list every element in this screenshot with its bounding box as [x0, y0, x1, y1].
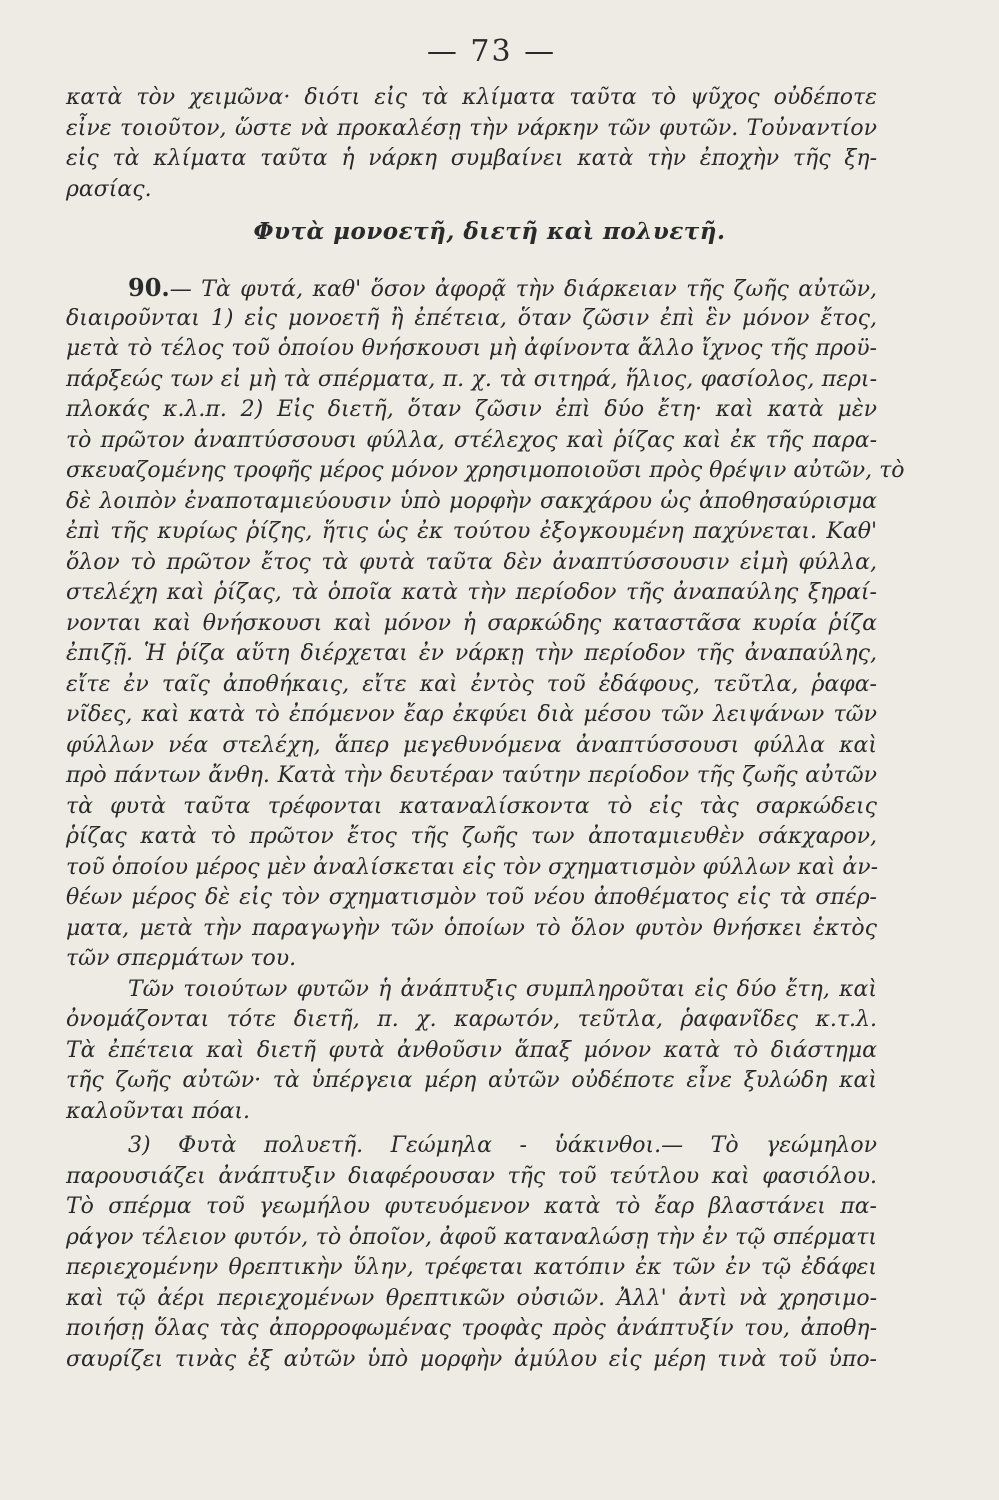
- text-line: παρουσιάζει ἀνάπτυξιν διαφέρουσαν τῆς τοῦ τεύτλου καὶ φασιόλου.: [66, 1163, 877, 1189]
- text-line: τῆς ζωῆς αὐτῶν· τὰ ὑπέργεια μέρη αὐτῶν οὐδέποτε εἶνε ξυλώδη καὶ: [66, 1068, 877, 1093]
- text-line: στελέχη καὶ ῥίζας, τὰ ὁποῖα κατὰ τὴν περίοδον τῆς ἀναπαύλης ξηραί-: [66, 580, 877, 605]
- intro-paragraph: [66, 83, 877, 205]
- text-line: νονται καὶ θνήσκουσι καὶ μόνον ἡ σαρκώδης καταστᾶσα κυρία ῥίζα: [66, 610, 877, 636]
- text-line: τοῦ ὁποίου μέρος μὲν ἀναλίσκεται εἰς τὸν σχηματισμὸν φύλλων καὶ ἀν-: [66, 854, 879, 880]
- text-line: Τὸ σπέρμα τοῦ γεωμήλου φυτευόμενον κατὰ τὸ ἔαρ βλαστάνει πα-: [66, 1194, 877, 1219]
- text-line: σαυρίζει τινὰς ἐξ αὐτῶν ὑπὸ μορφὴν ἀμύλου εἰς μέρη τινὰ τοῦ ὑπο-: [66, 1346, 877, 1372]
- text-line: φύλλων νέα στελέχη, ἅπερ μεγεθυνόμενα ἀναπτύσσουσι φύλλα καὶ: [66, 732, 877, 758]
- text-line: νῖδες, καὶ κατὰ τὸ ἐπόμενον ἔαρ ἐκφύει διὰ μέσου τῶν λειψάνων τῶν: [66, 702, 877, 727]
- text-line: πλοκάς κ.λ.π. 2) Εἰς διετῆ, ὅταν ζῶσιν ἐπὶ δύο ἔτη· καὶ κατὰ μὲν: [66, 397, 877, 422]
- text-line: εἰς τὰ κλίματα ταῦτα ἡ νάρκη συμβαίνει κατὰ τὴν ἐποχὴν τῆς ξη-: [66, 146, 877, 171]
- paragraph-perennials: [66, 1131, 877, 1375]
- text-line: θέων μέρος δὲ εἰς τὸν σχηματισμὸν τοῦ νέου ἀποθέματος εἰς τὰ σπέρ-: [66, 885, 877, 910]
- text-line: ὅλον τὸ πρῶτον ἔτος τὰ φυτὰ ταῦτα δὲν ἀναπτύσσουσιν εἰμὴ φύλλα,: [66, 549, 877, 575]
- section-first-line-text: — Τὰ φυτά, καθ' ὅσον ἀφορᾷ τὴν διάρκειαν τῆς ζωῆς αὐτῶν,: [169, 277, 877, 302]
- text-line: τῶν σπερμάτων του.: [66, 946, 297, 971]
- text-line: 3) Φυτὰ πολυετῆ. Γεώμηλα - ὑάκινθοι.— Τὸ γεώμηλον: [128, 1133, 877, 1158]
- text-line: Τὰ ἐπέτεια καὶ διετῆ φυτὰ ἀνθοῦσιν ἅπαξ μόνον κατὰ τὸ διάστημα: [66, 1037, 877, 1063]
- text-line: ματα, μετὰ τὴν παραγωγὴν τῶν ὁποίων τὸ ὅλον φυτὸν θνήσκει ἐκτὸς: [66, 915, 877, 941]
- text-line: τὰ φυτὰ ταῦτα τρέφονται καταναλίσκοντα τὸ εἰς τὰς σαρκώδεις: [66, 793, 877, 819]
- text-line: Τῶν τοιούτων φυτῶν ἡ ἀνάπτυξις συμπληροῦται εἰς δύο ἔτη, καὶ: [128, 976, 877, 1002]
- text-line: πρὸ πάντων ἄνθη. Κατὰ τὴν δευτέραν ταύτην περίοδον τῆς ζωῆς αὐτῶν: [66, 763, 877, 788]
- text-line: μετὰ τὸ τέλος τοῦ ὁποίου θνήσκουσι μὴ ἀφίνοντα ἄλλο ἴχνος τῆς προϋ-: [66, 336, 877, 361]
- text-line: εἴτε ἐν ταῖς ἀποθήκαις, εἴτε καὶ ἐντὸς τοῦ ἐδάφους, τεῦτλα, ῥαφα-: [66, 671, 877, 697]
- section-number: 90.: [128, 273, 170, 302]
- text-line: ἐπιζῇ. Ἡ ῥίζα αὕτη διέρχεται ἐν νάρκῃ τὴν περίοδον τῆς ἀναπαύλης,: [66, 641, 877, 666]
- text-line: ποιήσῃ ὅλας τὰς ἀπορροφωμένας τροφὰς πρὸς ἀνάπτυξίν του, ἀποθη-: [66, 1316, 877, 1341]
- paragraph-biennials: [66, 975, 877, 1128]
- text-line: δὲ λοιπὸν ἐναποταμιεύουσιν ὑπὸ μορφὴν σακχάρου ὡς ἀποθησαύρισμα: [66, 488, 877, 514]
- text-line: περιεχομένην θρεπτικὴν ὕλην, τρέφεται κατόπιν ἐκ τῶν ἐν τῷ ἐδάφει: [66, 1255, 877, 1280]
- text-line: τὸ πρῶτον ἀναπτύσσουσι φύλλα, στέλεχος καὶ ῥίζας καὶ ἐκ τῆς παρα-: [66, 427, 877, 453]
- text-line: ῥίζας κατὰ τὸ πρῶτον ἔτος τῆς ζωῆς των ἀποταμιευθὲν σάκχαρον,: [66, 824, 877, 849]
- text-line: διαιροῦνται 1) εἰς μονοετῆ ἢ ἐπέτεια, ὅταν ζῶσιν ἐπὶ ἓν μόνον ἔτος,: [66, 305, 877, 331]
- text-line: κατὰ τὸν χειμῶνα· διότι εἰς τὰ κλίματα ταῦτα τὸ ψῦχος οὐδέποτε: [66, 85, 877, 110]
- section-heading: Φυτὰ μονοετῆ, διετῆ καὶ πολυετῆ.: [253, 218, 726, 245]
- text-line: ρασίας.: [66, 176, 152, 202]
- section-first-line: [66, 273, 877, 304]
- text-line: σκευαζομένης τροφῆς μέρος μόνον χρησιμοποιοῦσι πρὸς θρέψιν αὐτῶν, τὸ: [66, 458, 905, 483]
- text-line: πάρξεώς των εἰ μὴ τὰ σπέρματα, π. χ. τὰ σιτηρά, ἥλιος, φασίολος, περι-: [66, 366, 877, 392]
- text-line: ἐπὶ τῆς κυρίως ῥίζης, ἥτις ὡς ἐκ τούτου ἐξογκουμένη παχύνεται. Καθ': [66, 519, 877, 544]
- text-line: καλοῦνται πόαι.: [66, 1098, 251, 1124]
- text-line: εἶνε τοιοῦτον, ὥστε νὰ προκαλέσῃ τὴν νάρκην τῶν φυτῶν. Τοὐναντίον: [66, 115, 877, 141]
- text-line: καὶ τῷ ἀέρι περιεχομένων θρεπτικῶν οὐσιῶν. Ἀλλ' ἀντὶ νὰ χρησιμο-: [66, 1285, 877, 1311]
- page-number: — 73 —: [426, 34, 557, 69]
- text-line: ράγον τέλειον φυτόν, τὸ ὁποῖον, ἀφοῦ καταναλώσῃ τὴν ἐν τῷ σπέρματι: [66, 1224, 877, 1250]
- text-line: ὀνομάζονται τότε διετῆ, π. χ. καρωτόν, τεῦτλα, ῥαφανῖδες κ.τ.λ.: [66, 1007, 877, 1032]
- section-90: [66, 273, 905, 975]
